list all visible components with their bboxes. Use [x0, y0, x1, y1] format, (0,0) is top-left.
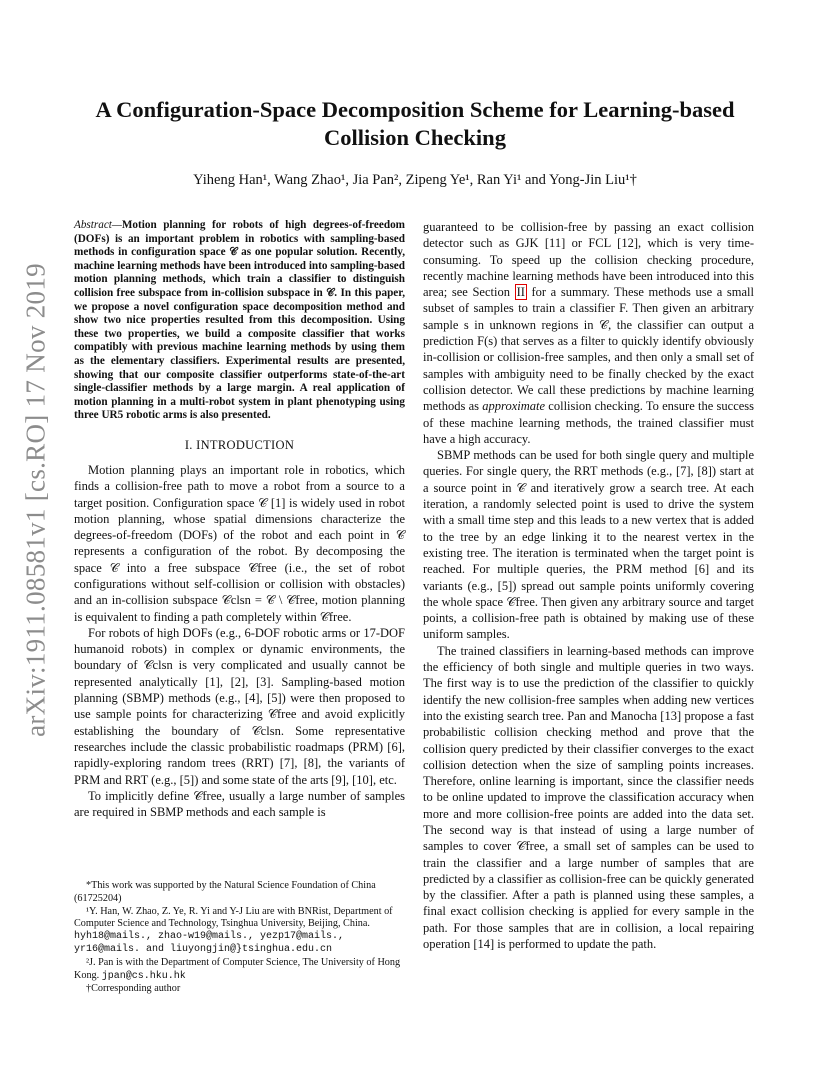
abstract	[74, 219, 405, 423]
arxiv-identifier: arXiv:1911.08581v1 [cs.RO] 17 Nov 2019	[20, 263, 51, 737]
right-paragraph-3: The trained classifiers in learning-based methods can improve the efficiency of both single and multiple queries in two ways. The first way is to use the prediction of the classifier to quickly identify the new collision-free samples when adding new vertices into the existing search tree. Pan and Manocha [13] propose a fast probabilistic collision checking method and prove that the collision query predicted by their classifier converges to the exact collision detection when the size of sampling points increases. Therefore, online learning is important, since the classifier needs to be online updated to improve the classification accuracy when more and more collision-free points are added into the data set. The second way is that instead of using a large number of samples to cover 𝒞free, a small set of samples can be used to train the classifier and a large number of samples that are predicted by a classifier as collision-free can be quickly generated by the classifier. After a path is planned using these samples, a final exact collision checking is applied for every sample in the path. For those samples that are in collision, a local repairing operation [14] is performed to update the path.	[423, 643, 754, 952]
right-p1-text-b: for a summary. These methods use a small subset of samples to train a classifier F. Then given an arbitrary sample s in unknown regions in 𝒞, the classifier can output a prediction F(s) that serves as a filter to quickly identify obviously in-collision or collision-free samples, and then only a small set of samples with ambiguity need to be finally checked by the exact collision detector. We call these predictions by machine learning methods as	[423, 285, 754, 414]
arxiv-sidebar-stamp	[8, 230, 64, 770]
title-line-1: A Configuration-Space Decomposition Scheme for Learning-based	[95, 97, 735, 122]
footnote-affiliation-2-text: ²J. Pan is with the Department of Computer Science, The University of Hong Kong.	[74, 956, 401, 981]
footnote-affiliation-2	[74, 957, 414, 984]
footnote-affiliation-1: ¹Y. Han, W. Zhao, Z. Ye, R. Yi and Y-J Liu are with BNRist, Department of Computer Science and Technology, Tsinghua University, Beijing, China.	[74, 905, 393, 930]
intro-paragraph-3: To implicitly define 𝒞free, usually a large number of samples are required in SBMP methods and each sample is	[74, 788, 405, 820]
footnotes	[74, 880, 414, 996]
right-column	[423, 219, 754, 952]
footnote-emails-2: yr16@mails. and liuyongjin@}tsinghua.edu.cn	[74, 943, 333, 955]
abstract-label: Abstract	[74, 219, 112, 231]
left-column	[74, 219, 405, 820]
right-p1-text-a: guaranteed to be collision-free by passing an exact collision detector such as GJK [11] or FCL [12], which is very time-consuming. To speed up the collision checking procedure, recently machine learning methods have been introduced into this area; see Section	[423, 220, 754, 300]
right-paragraph-2: SBMP methods can be used for both single query and multiple queries. For single query, the RRT methods (e.g., [7], [8]) start at a source point in 𝒞 and iteratively grow a search tree. At each iteration, a randomly selected point is used to drive the system with a small time step and this leads to a new vertex that is added to the tree by an edge linking it to the nearest vertex in the existing tree. The iteration is terminated when the target point is reached. For multiple queries, the PRM method [6] and its variants (e.g., [5]) spread out sample points uniformly covering the whole space 𝒞free. Then given any arbitrary source and target points, a collision-free path is obtained by making use of these uniform samples.	[423, 448, 754, 642]
abstract-body: Motion planning for robots of high degrees-of-freedom (DOFs) is an important problem in robotics with sampling-based methods in configuration space 𝒞 as one popular solution. Recently, machine learning methods have been introduced into sampling-based motion planning methods, which train a classifier to distinguish collision free subspace from in-collision subspace in 𝒞. In this paper, we propose a novel configuration space decomposition method and show two nice properties resulted from this decomposition. Using these two properties, we build a composite classifier that works compatibly with previous machine learning methods by using them as the elementary classifiers. Experimental results are presented, showing that our composite classifier outperforms state-of-the-art single-classifier methods by a large margin. A real application of motion planning in a multi-robot system in plant phenotyping using three UR5 robotic arms is also presented.	[74, 219, 405, 422]
right-p1-text-c: collision checking. To ensure the success of these machine learning methods, the trained classifier must have a high accuracy.	[423, 399, 755, 446]
right-p1-emphasis: approximate	[482, 399, 546, 414]
section-reference-link[interactable]: II	[516, 285, 525, 300]
intro-paragraph-2: For robots of high DOFs (e.g., 6-DOF robotic arms or 17-DOF humanoid robots) in complex or dynamic environments, the boundary of 𝒞clsn is very complicated and usually cannot be represented analytically [1], [2], [3]. Sampling-based motion planning (SBMP) methods (e.g., [4], [5]) were then proposed to use sample points for characterizing 𝒞free and avoid explicitly establishing the boundary of 𝒞clsn. Some representative researches include the classic probabilistic roadmaps (PRM) [6], rapidly-exploring random trees (RRT) [7], [8], the variants of PRM and RRT (e.g., [5]) and some state of the arts [9], [10], etc.	[74, 625, 405, 787]
right-paragraph-1	[423, 219, 754, 447]
paper-title	[80, 96, 750, 152]
section-heading-introduction: I. INTRODUCTION	[184, 437, 295, 452]
footnote-funding: *This work was supported by the Natural Science Foundation of China (61725204)	[74, 880, 376, 904]
footnote-email-pan: jpan@cs.hku.hk	[101, 970, 186, 982]
footnote-corresponding: †Corresponding author	[86, 983, 181, 995]
title-line-2: Collision Checking	[324, 125, 506, 150]
footnote-emails-1: hyh18@mails., zhao-w19@mails., yezp17@mails.,	[74, 931, 345, 943]
abstract-dash: —	[111, 219, 122, 231]
intro-paragraph-1: Motion planning plays an important role in robotics, which finds a collision-free path to move a robot from a source to a target position. Configuration space 𝒞 [1] is widely used in robot motion planning, whose spatial dimensions characterize the degrees-of-freedom (DOFs) of the robot and each point in 𝒞 represents a configuration of the robot. By decomposing the space 𝒞 into a free subspace 𝒞free (i.e., the set of robot configurations without self-collision or collision with obstacles) and an in-collision subspace 𝒞clsn = 𝒞 \ 𝒞free, motion planning is equivalent to finding a path completely within 𝒞free.	[74, 462, 405, 624]
author-list: Yiheng Han¹, Wang Zhao¹, Jia Pan², Zipeng Ye¹, Ran Yi¹ and Yong-Jin Liu¹†	[193, 172, 637, 188]
